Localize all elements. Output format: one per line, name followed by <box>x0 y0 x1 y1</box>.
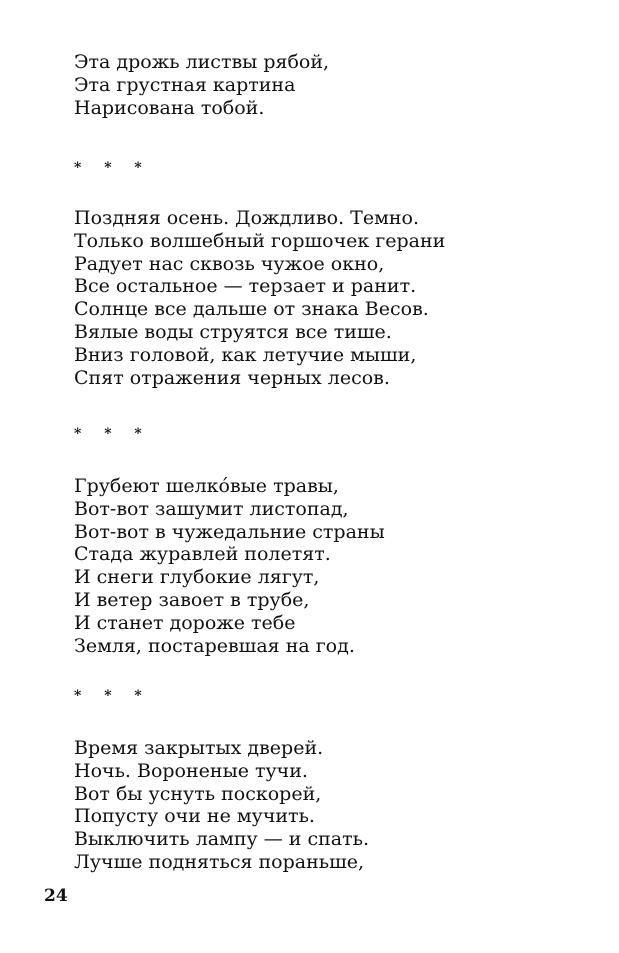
verse-line: Вот бы уснуть поскорей, <box>74 782 322 805</box>
stanza-separator: * * * <box>74 160 151 176</box>
verse-line: Попусту очи не мучить. <box>74 805 315 828</box>
verse-line: И ветер завоет в трубе, <box>74 588 310 611</box>
verse-line: Земля, постаревшая на год. <box>74 634 355 657</box>
verse-line: И станет дороже тебе <box>74 611 296 634</box>
stanza-separator: * * * <box>74 426 151 442</box>
verse-line: Вниз головой, как летучие мыши, <box>74 343 417 366</box>
stanza-separator: * * * <box>74 688 151 704</box>
page-number: 24 <box>44 886 68 906</box>
verse-line: И снеги глубокие лягут, <box>74 566 320 589</box>
verse-line: Нарисована тобой. <box>74 96 265 119</box>
verse-line: Спят отражения черных лесов. <box>74 366 390 389</box>
verse-line: Солнце все дальше от знака Весов. <box>74 298 429 321</box>
verse-line: Вот-вот в чужедальние страны <box>74 520 385 543</box>
verse-line: Стада журавлей полетят. <box>74 543 331 566</box>
verse-line: Эта дрожь листвы рябой, <box>74 51 330 73</box>
verse-line: Радует нас сквозь чужое окно, <box>74 252 385 275</box>
stanza-3 <box>74 475 385 657</box>
stanza-2 <box>74 207 445 389</box>
verse-line: Только волшебный горшочек герани <box>74 229 446 252</box>
verse-line: Все остальное — терзает и ранит. <box>74 275 417 298</box>
stanza-1 <box>74 51 329 119</box>
verse-line: Вялые воды струятся все тише. <box>74 320 392 343</box>
verse-line: Выключить лампу — и спать. <box>74 828 370 851</box>
verse-line: Грубеют шелко́вые травы, <box>74 475 339 497</box>
verse-line: Ночь. Вороненые тучи. <box>74 759 308 782</box>
verse-line: Лучше подняться пораньше, <box>74 850 365 873</box>
stanza-4 <box>74 737 369 874</box>
verse-line: Время закрытых дверей. <box>74 737 324 759</box>
verse-line: Вот-вот зашумит листопад, <box>74 497 349 520</box>
verse-line: Эта грустная картина <box>74 73 296 96</box>
verse-line: Поздняя осень. Дождливо. Темно. <box>74 207 420 229</box>
